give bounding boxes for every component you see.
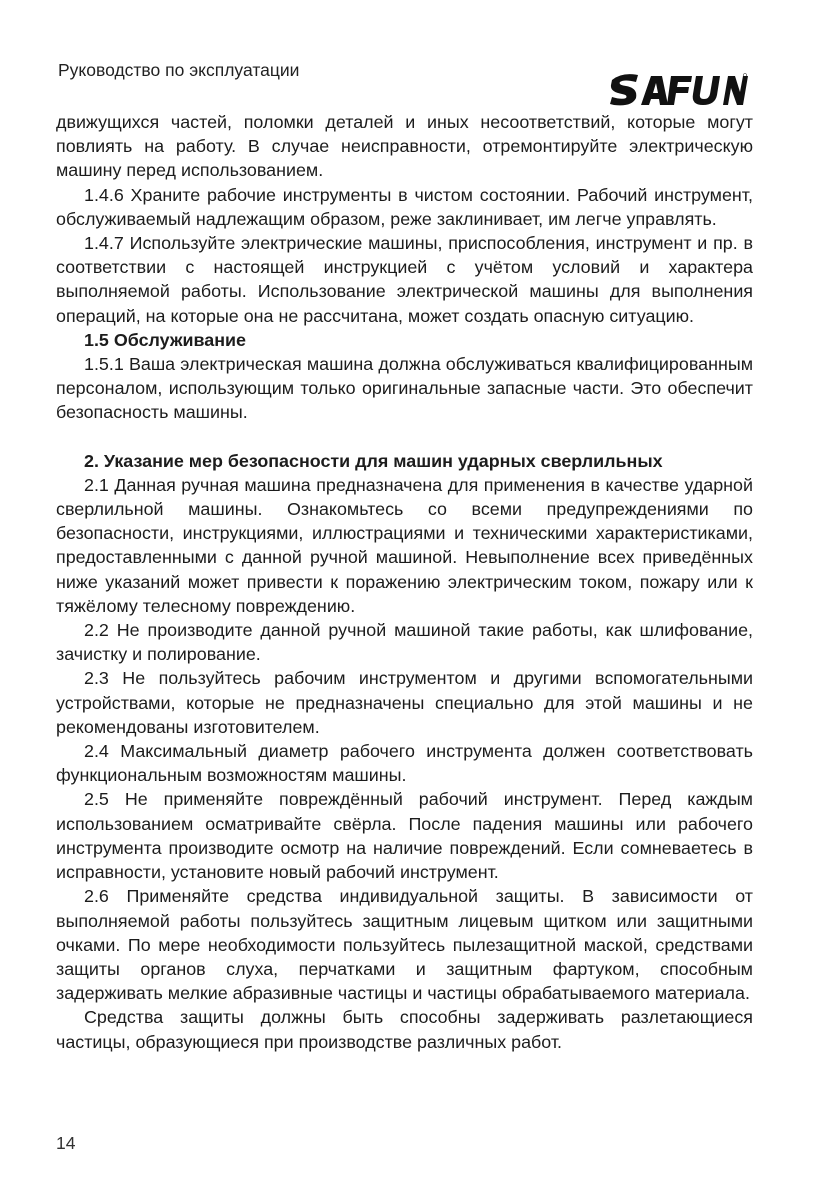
paragraph: 2.1 Данная ручная машина предназначена для применения в качестве ударной сверлильной машины. Ознакомьтесь со всеми предупреждениями по безопасности, инструкциями, иллюстрациями и техническими характеристиками, предоставленными с данной ручной машиной. Невыполнение всех приведённых ниже указаний может привести к поражению электрическим током, пожару или к тяжёлому телесному повреждению. xyxy=(56,474,753,616)
paragraph: движущихся частей, поломки деталей и иных несоответствий, которые могут повлиять на работу. В случае неисправности, отремонтируйте электрическую машину перед использованием. xyxy=(56,112,753,181)
paragraph: 1.4.6 Храните рабочие инструменты в чистом состоянии. Рабочий инструмент, обслуживаемый надлежащим образом, реже заклинивает, им легче управлять. xyxy=(56,184,753,229)
safun-logo xyxy=(608,72,748,108)
header-title: Руководство по эксплуатации xyxy=(58,60,300,80)
paragraph: 2.3 Не пользуйтесь рабочим инструментом и другими вспомогательными устройствами, которые не предназначены специально для этой машины и не рекомендованы изготовителем. xyxy=(56,668,753,737)
paragraph: 2.4 Максимальный диаметр рабочего инструмента должен соответствовать функциональным возможностям машины. xyxy=(56,741,753,786)
paragraph: 2.2 Не производите данной ручной машиной такие работы, как шлифование, зачистку и полирование. xyxy=(56,620,753,665)
section-heading: 2. Указание мер безопасности для машин ударных сверлильных xyxy=(84,450,663,471)
paragraph: 1.4.7 Используйте электрические машины, приспособления, инструмент и пр. в соответствии с настоящей инструкцией с учётом условий и характера выполняемой работы. Использование электрической машины для выполнения операций, на которые она не рассчитана, может создать опасную ситуацию. xyxy=(56,233,753,326)
paragraph: Средства защиты должны быть способны задерживать разлетающиеся частицы, образующиеся при производстве различных работ. xyxy=(56,1007,753,1052)
page-number: 14 xyxy=(56,1133,76,1153)
paragraph: 2.5 Не применяйте повреждённый рабочий инструмент. Перед каждым использованием осматривайте свёрла. После падения машины или рабочего инструмента производите осмотр на наличие повреждений. Если сомневаетесь в исправности, установите новый рабочий инструмент. xyxy=(56,789,753,883)
section-heading: 1.5 Обслуживание xyxy=(84,329,246,350)
paragraph: 1.5.1 Ваша электрическая машина должна обслуживаться квалифицированным персоналом, использующим только оригинальные запасные части. Это обеспечит безопасность машины. xyxy=(56,354,753,423)
paragraph: 2.6 Применяйте средства индивидуальной защиты. В зависимости от выполняемой работы пользуйтесь защитным лицевым щитком или защитными очками. По мере необходимости пользуйтесь пылезащитной маской, средствами защиты органов слуха, перчатками и защитным фартуком, способным задерживать мелкие абразивные частицы и частицы обрабатываемого материала. xyxy=(56,886,753,1004)
document-body xyxy=(56,110,753,1054)
